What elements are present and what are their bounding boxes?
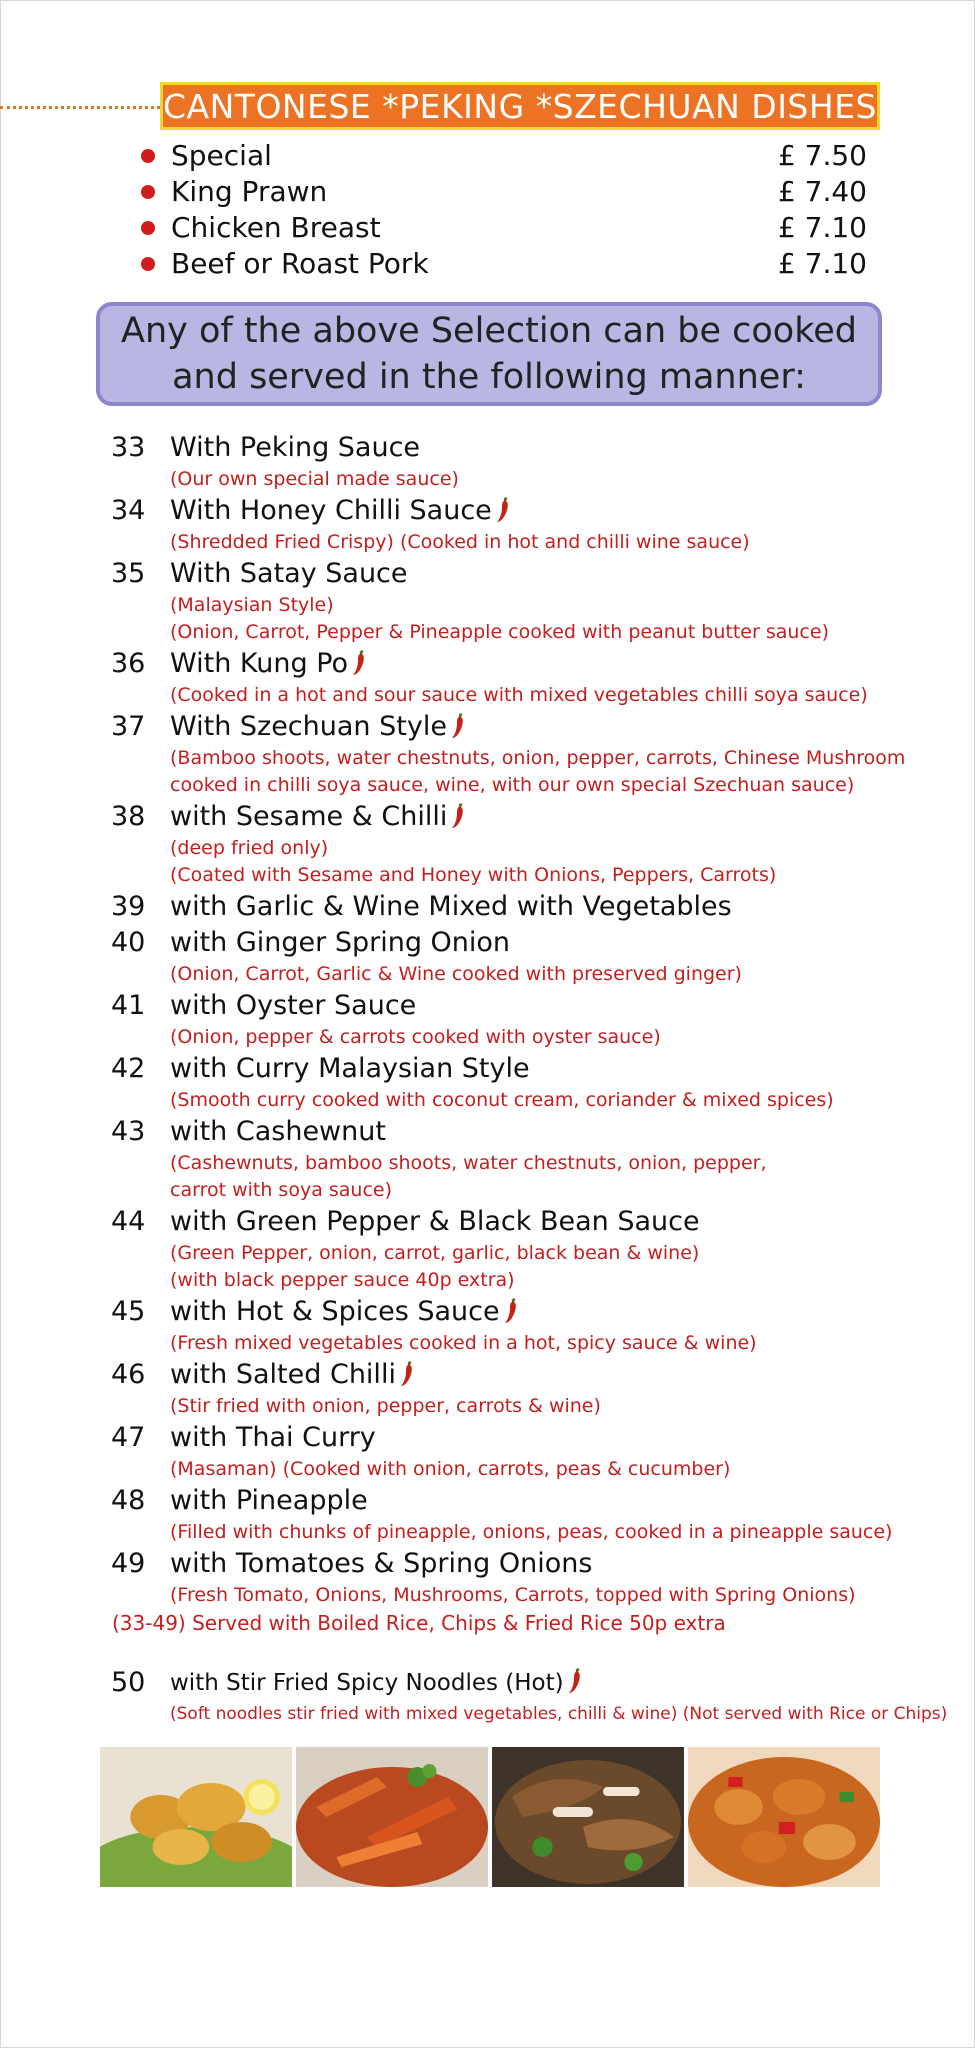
item-description: (Malaysian Style) xyxy=(170,594,334,616)
chilli-icon xyxy=(567,1668,582,1694)
item-description: (Onion, Carrot, Pepper & Pineapple cooked with peanut butter sauce) xyxy=(170,621,829,643)
item-number: 48 xyxy=(111,1485,146,1516)
price-item-value: £ 7.50 xyxy=(777,139,867,172)
item-number: 42 xyxy=(111,1053,146,1084)
item-title: with Thai Curry xyxy=(170,1422,376,1453)
item-description: (Coated with Sesame and Honey with Onions, Peppers, Carrots) xyxy=(170,864,777,886)
menu-item-47 xyxy=(0,1420,975,1483)
menu-item-37 xyxy=(0,709,975,799)
price-row xyxy=(140,210,870,246)
item-title: with Sesame & Chilli xyxy=(170,801,448,832)
item-number: 36 xyxy=(111,648,146,679)
item-description: (Masaman) (Cooked with onion, carrots, peas & cucumber) xyxy=(170,1458,731,1480)
price-item-name: Chicken Breast xyxy=(171,211,381,244)
item-description: (Green Pepper, onion, carrot, garlic, black bean & wine) xyxy=(170,1242,700,1264)
item-title: with Salted Chilli xyxy=(170,1359,396,1390)
item-description: (deep fried only) xyxy=(170,837,329,859)
menu-item-43 xyxy=(0,1114,975,1204)
menu-item-38 xyxy=(0,799,975,889)
item-description: (Filled with chunks of pineapple, onions, peas, cooked in a pineapple sauce) xyxy=(170,1521,893,1543)
menu-item-48 xyxy=(0,1483,975,1546)
food-photo-sweet-sour-chicken xyxy=(688,1747,880,1887)
info-line-1: Any of the above Selection can be cooked xyxy=(121,311,857,351)
menu-item-40 xyxy=(0,925,975,988)
menu-item-49 xyxy=(0,1546,975,1609)
price-item-value: £ 7.40 xyxy=(777,175,867,208)
item-description: cooked in chilli soya sauce, wine, with our own special Szechuan sauce) xyxy=(170,774,855,796)
item-description: (Bamboo shoots, water chestnuts, onion, pepper, carrots, Chinese Mushroom xyxy=(170,747,906,769)
bullet-icon xyxy=(141,257,155,271)
food-photo-strip xyxy=(100,1747,880,1887)
item-number: 49 xyxy=(111,1548,146,1579)
info-line-2: and served in the following manner: xyxy=(172,357,806,397)
item-number: 43 xyxy=(111,1116,146,1147)
item-title: with Pineapple xyxy=(170,1485,368,1516)
item-description: (Cooked in a hot and sour sauce with mixed vegetables chilli soya sauce) xyxy=(170,684,868,706)
food-photo-lemon-chicken xyxy=(100,1747,292,1887)
menu-item-45 xyxy=(0,1294,975,1357)
price-item-name: Beef or Roast Pork xyxy=(171,247,429,280)
price-row xyxy=(140,138,870,174)
item-description: (Soft noodles stir fried with mixed vegetables, chilli & wine) (Not served with Rice or Chips) xyxy=(170,1704,948,1724)
menu-item-39 xyxy=(0,889,975,925)
chilli-icon xyxy=(450,713,465,739)
bullet-icon xyxy=(141,149,155,163)
item-title: With Peking Sauce xyxy=(170,432,421,463)
item-description: (Fresh mixed vegetables cooked in a hot, spicy sauce & wine) xyxy=(170,1332,757,1354)
item-description: carrot with soya sauce) xyxy=(170,1179,393,1201)
chilli-icon xyxy=(450,803,465,829)
menu-item-50 xyxy=(0,1665,975,1728)
menu-item-34 xyxy=(0,493,975,556)
price-item-value: £ 7.10 xyxy=(777,211,867,244)
price-item-name: Special xyxy=(171,139,272,172)
menu-item-41 xyxy=(0,988,975,1051)
item-description: (Shredded Fried Crispy) (Cooked in hot and chilli wine sauce) xyxy=(170,531,750,553)
item-number: 50 xyxy=(111,1667,146,1698)
item-title: with Stir Fried Spicy Noodles (Hot) xyxy=(170,1670,564,1696)
item-description: (Onion, Carrot, Garlic & Wine cooked with preserved ginger) xyxy=(170,963,742,985)
served-with-note: (33-49) Served with Boiled Rice, Chips & Fried Rice 50p extra xyxy=(112,1611,726,1635)
price-row xyxy=(140,174,870,210)
item-title: with Ginger Spring Onion xyxy=(170,927,511,958)
price-list xyxy=(140,138,870,282)
item-description: (Onion, pepper & carrots cooked with oyster sauce) xyxy=(170,1026,661,1048)
section-header-banner xyxy=(160,82,880,130)
item-number: 35 xyxy=(111,558,146,589)
item-title: With Kung Po xyxy=(170,648,349,679)
chilli-icon xyxy=(495,497,510,523)
decorative-dotted-line xyxy=(0,106,160,109)
chilli-icon xyxy=(399,1361,414,1387)
item-title: with Garlic & Wine Mixed with Vegetables xyxy=(170,891,732,922)
menu-item-33 xyxy=(0,430,975,493)
menu-items-list xyxy=(0,430,975,1728)
item-number: 39 xyxy=(111,891,146,922)
chilli-icon xyxy=(351,650,366,676)
item-title: With Honey Chilli Sauce xyxy=(170,495,492,526)
cooking-style-info-box xyxy=(96,302,882,406)
item-number: 45 xyxy=(111,1296,146,1327)
item-number: 40 xyxy=(111,927,146,958)
item-title: with Curry Malaysian Style xyxy=(170,1053,530,1084)
item-title: with Green Pepper & Black Bean Sauce xyxy=(170,1206,700,1237)
price-item-name: King Prawn xyxy=(171,175,328,208)
chilli-icon xyxy=(503,1298,518,1324)
item-description: (Smooth curry cooked with coconut cream, coriander & mixed spices) xyxy=(170,1089,834,1111)
menu-item-42 xyxy=(0,1051,975,1114)
item-description: (Our own special made sauce) xyxy=(170,468,459,490)
price-row xyxy=(140,246,870,282)
item-number: 41 xyxy=(111,990,146,1021)
item-description: (Stir fried with onion, pepper, carrots & wine) xyxy=(170,1395,601,1417)
item-title: With Szechuan Style xyxy=(170,711,447,742)
item-title: with Hot & Spices Sauce xyxy=(170,1296,500,1327)
item-number: 37 xyxy=(111,711,146,742)
food-photo-stir-fry-vegetables xyxy=(492,1747,684,1887)
menu-item-36 xyxy=(0,646,975,709)
item-number: 44 xyxy=(111,1206,146,1237)
section-title: CANTONESE *PEKING *SZECHUAN DISHES xyxy=(163,86,877,126)
item-number: 33 xyxy=(111,432,146,463)
menu-item-35 xyxy=(0,556,975,646)
item-description: (with black pepper sauce 40p extra) xyxy=(170,1269,515,1291)
item-title: with Cashewnut xyxy=(170,1116,386,1147)
item-number: 46 xyxy=(111,1359,146,1390)
food-photo-crispy-beef xyxy=(296,1747,488,1887)
bullet-icon xyxy=(141,221,155,235)
item-title: with Oyster Sauce xyxy=(170,990,417,1021)
item-title: with Tomatoes & Spring Onions xyxy=(170,1548,593,1579)
item-description: (Cashewnuts, bamboo shoots, water chestnuts, onion, pepper, xyxy=(170,1152,767,1174)
bullet-icon xyxy=(141,185,155,199)
item-number: 47 xyxy=(111,1422,146,1453)
menu-item-44 xyxy=(0,1204,975,1294)
menu-item-46 xyxy=(0,1357,975,1420)
item-number: 34 xyxy=(111,495,146,526)
price-item-value: £ 7.10 xyxy=(777,247,867,280)
item-title: With Satay Sauce xyxy=(170,558,408,589)
item-number: 38 xyxy=(111,801,146,832)
item-description: (Fresh Tomato, Onions, Mushrooms, Carrots, topped with Spring Onions) xyxy=(170,1584,856,1606)
